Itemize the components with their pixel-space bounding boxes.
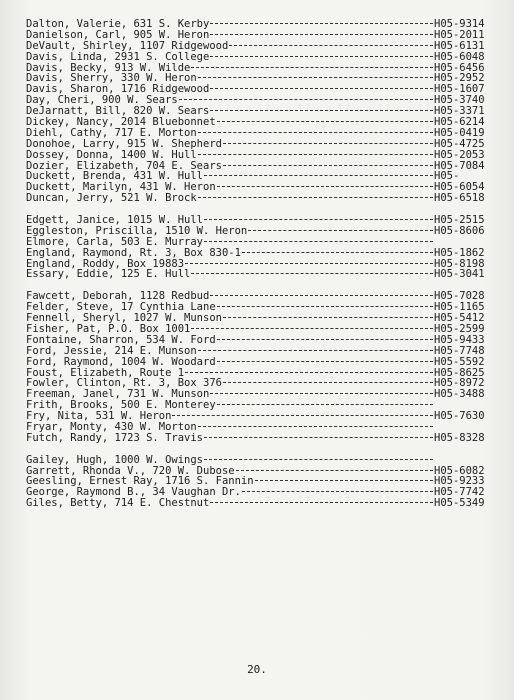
entry-phone: H05-6054: [434, 181, 485, 194]
entry-name-address: Geesling, Ernest Ray, 1716 S. Fannin: [26, 475, 254, 488]
entry-name-address: Dalton, Valerie, 631 S. Kerby: [26, 18, 210, 30]
entry-phone: H05-8625: [434, 366, 485, 379]
dot-leader: [223, 164, 433, 166]
dot-leader: [198, 76, 433, 78]
dot-leader: [217, 185, 433, 187]
entry-name-address: Dossey, Donna, 1400 W. Hull: [26, 148, 197, 161]
entry-phone: H05-3371: [434, 105, 485, 118]
entry-phone: H05-2599: [434, 322, 485, 335]
entry-phone: H05-4725: [434, 137, 485, 150]
dot-leader: [204, 218, 433, 220]
entry-phone: H05-3740: [434, 94, 485, 107]
directory-section: [26, 291, 496, 443]
entry-name-address: DeVault, Shirley, 1107 Ridgewood: [26, 39, 229, 52]
dot-leader: [185, 262, 433, 264]
entry-name-address: Ford, Raymond, 1004 W. Woodard: [26, 355, 216, 368]
entry-phone: H05-3488: [434, 388, 485, 401]
directory-entry: [26, 455, 496, 466]
entry-name-address: George, Raymond B., 34 Vaughan Dr.: [26, 486, 241, 499]
directory-entry: [26, 150, 496, 161]
dot-leader: [210, 501, 433, 503]
dot-leader: [191, 272, 433, 274]
entry-phone: H05-8198: [434, 257, 485, 270]
entry-phone: H05-7748: [434, 344, 485, 357]
page-number: 20.: [247, 663, 267, 676]
entry-phone: H05-: [434, 170, 460, 183]
entry-name-address: Giles, Betty, 714 E. Chestnut: [26, 497, 210, 510]
entry-phone: H05-9433: [434, 333, 485, 346]
dot-leader: [210, 294, 433, 296]
directory-entry: [26, 193, 496, 204]
dot-leader: [217, 403, 433, 405]
dot-leader: [223, 142, 433, 144]
entry-name-address: Diehl, Cathy, 717 E. Morton: [26, 126, 197, 139]
entry-name-address: Donohoe, Larry, 915 W. Shepherd: [26, 137, 222, 150]
entry-name-address: Danielson, Carl, 905 W. Heron: [26, 28, 210, 41]
entry-name-address: Fennell, Sheryl, 1027 W. Munson: [26, 312, 222, 325]
entry-name-address: Foust, Elizabeth, Route 1: [26, 366, 185, 379]
entry-name-address: Futch, Randy, 1723 S. Travis: [26, 431, 204, 444]
entry-phone: H05-6456: [434, 61, 485, 74]
entry-phone: H05-5349: [434, 497, 485, 510]
dot-leader: [204, 174, 433, 176]
entry-phone: H05-6131: [434, 39, 485, 52]
entry-phone: H05-2011: [434, 28, 485, 41]
entry-name-address: England, Roddy, Box 19883: [26, 257, 185, 270]
entry-name-address: Duckett, Brenda, 431 W. Hull: [26, 170, 204, 183]
dot-leader: [223, 381, 433, 383]
entry-phone: H05-7028: [434, 290, 485, 303]
directory-listing: [26, 19, 496, 509]
dot-leader: [198, 349, 433, 351]
entry-name-address: Dickey, Nancy, 2014 Bluebonnet: [26, 116, 216, 129]
entry-name-address: England, Raymond, Rt. 3, Box 830-1: [26, 246, 241, 259]
dot-leader: [198, 131, 433, 133]
dot-leader: [242, 490, 433, 492]
directory-section: [26, 455, 496, 509]
entry-name-address: Day, Cheri, 900 W. Sears: [26, 94, 178, 107]
entry-name-address: Felder, Steve, 17 Cynthia Lane: [26, 301, 216, 314]
directory-section: [26, 19, 496, 204]
dot-leader: [204, 240, 433, 242]
entry-phone: H05-5592: [434, 355, 485, 368]
directory-entry: [26, 357, 496, 368]
dot-leader: [198, 153, 433, 155]
entry-name-address: Freeman, Janel, 731 W. Munson: [26, 388, 210, 401]
entry-name-address: Elmore, Carla, 503 E. Murray: [26, 235, 204, 248]
entry-phone: H05-7084: [434, 159, 485, 172]
dot-leader: [210, 33, 433, 35]
directory-entry: [26, 269, 496, 280]
entry-name-address: Eggleston, Priscilla, 1510 W. Heron: [26, 224, 248, 237]
dot-leader: [236, 469, 433, 471]
entry-phone: H05-6214: [434, 116, 485, 129]
entry-phone: H05-9314: [434, 18, 485, 30]
dot-leader: [217, 305, 433, 307]
dot-leader: [210, 392, 433, 394]
entry-phone: H05-1165: [434, 301, 485, 314]
entry-phone: H05-6518: [434, 192, 485, 205]
dot-leader: [185, 371, 433, 373]
dot-leader: [191, 66, 433, 68]
entry-phone: H05-2053: [434, 148, 485, 161]
directory-entry: [26, 52, 496, 63]
dot-leader: [223, 316, 433, 318]
entry-phone: H05-8972: [434, 377, 485, 390]
entry-phone: H05-9233: [434, 475, 485, 488]
entry-name-address: Gailey, Hugh, 1000 W. Owings: [26, 453, 204, 466]
entry-name-address: Davis, Becky, 913 W. Wilde: [26, 61, 191, 74]
entry-phone: H05-2515: [434, 214, 485, 227]
dot-leader: [210, 87, 433, 89]
entry-phone: H05-6048: [434, 50, 485, 63]
directory-entry: [26, 433, 496, 444]
dot-leader: [204, 436, 433, 438]
entry-name-address: Davis, Linda, 2931 S. College: [26, 50, 210, 63]
entry-phone: H05-2952: [434, 72, 485, 85]
dot-leader: [198, 425, 433, 427]
entry-name-address: DeJarnatt, Bill, 820 W. Sears: [26, 105, 210, 118]
entry-name-address: Dozier, Elizabeth, 704 E. Sears: [26, 159, 222, 172]
entry-name-address: Frith, Brooks, 500 E. Monterey: [26, 399, 216, 412]
entry-name-address: Davis, Sharon, 1716 Ridgewood: [26, 83, 210, 96]
dot-leader: [217, 120, 433, 122]
entry-name-address: Garrett, Rhonda V., 720 W. Dubose: [26, 464, 235, 477]
entry-name-address: Fryar, Monty, 430 W. Morton: [26, 420, 197, 433]
entry-name-address: Davis, Sherry, 330 W. Heron: [26, 72, 197, 85]
dot-leader: [179, 98, 433, 100]
entry-phone: H05-1862: [434, 246, 485, 259]
directory-entry: [26, 248, 496, 259]
entry-phone: H05-3041: [434, 268, 485, 281]
entry-phone: H05-6082: [434, 464, 485, 477]
dot-leader: [191, 327, 433, 329]
entry-name-address: Essary, Eddie, 125 E. Hull: [26, 268, 191, 281]
dot-leader: [210, 55, 433, 57]
directory-entry: [26, 346, 496, 357]
entry-phone: H05-7742: [434, 486, 485, 499]
entry-name-address: Duncan, Jerry, 521 W. Brock: [26, 192, 197, 205]
dot-leader: [204, 458, 433, 460]
entry-phone: H05-5412: [434, 312, 485, 325]
dot-leader: [242, 251, 433, 253]
dot-leader: [255, 479, 433, 481]
dot-leader: [217, 338, 433, 340]
entry-phone: H05-7630: [434, 410, 485, 423]
dot-leader: [210, 22, 433, 24]
entry-name-address: Duckett, Marilyn, 431 W. Heron: [26, 181, 216, 194]
entry-phone: H05-8328: [434, 431, 485, 444]
entry-name-address: Ford, Jessie, 214 E. Munson: [26, 344, 197, 357]
dot-leader: [198, 196, 433, 198]
entry-phone: H05-1607: [434, 83, 485, 96]
entry-name-address: Fisher, Pat, P.O. Box 1001: [26, 322, 191, 335]
dot-leader: [229, 44, 433, 46]
entry-name-address: Fontaine, Sharron, 534 W. Ford: [26, 333, 216, 346]
directory-section: [26, 215, 496, 280]
entry-name-address: Fry, Nita, 531 W. Heron: [26, 410, 172, 423]
entry-name-address: Edgett, Janice, 1015 W. Hull: [26, 214, 204, 227]
entry-name-address: Fowler, Clinton, Rt. 3, Box 376: [26, 377, 222, 390]
dot-leader: [172, 414, 433, 416]
entry-phone: H05-8606: [434, 224, 485, 237]
dot-leader: [217, 360, 433, 362]
directory-entry: [26, 498, 496, 509]
entry-phone: H05-0419: [434, 126, 485, 139]
dot-leader: [210, 109, 433, 111]
entry-name-address: Fawcett, Deborah, 1128 Redbud: [26, 290, 210, 303]
dot-leader: [248, 229, 433, 231]
